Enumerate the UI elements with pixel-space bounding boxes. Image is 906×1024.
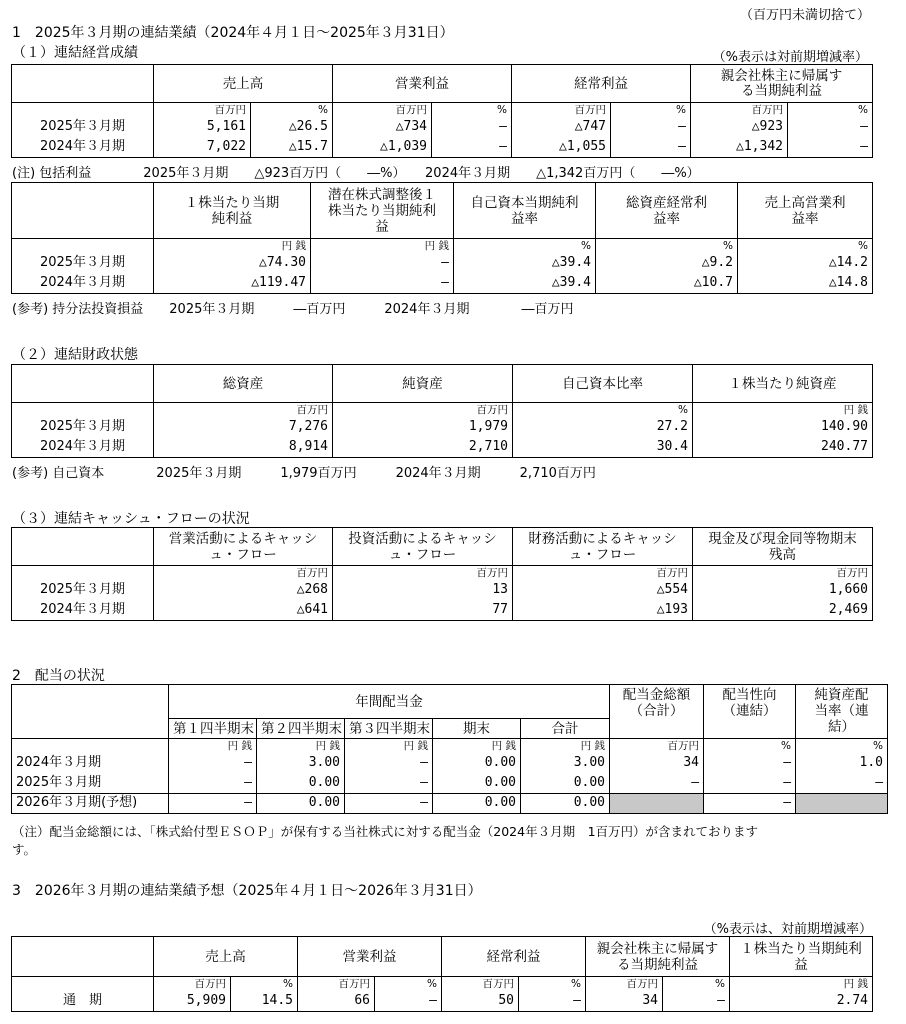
unit-cell: 百万円	[154, 977, 231, 992]
sub2-title: （２）連結財政状態	[12, 347, 138, 363]
data-cell: ―	[519, 991, 586, 1011]
unit-cell: %	[519, 977, 586, 992]
data-cell: 34	[610, 753, 704, 773]
unit-cell: %	[375, 977, 442, 992]
data-cell: 1,979	[333, 417, 513, 437]
data-cell: △39.4	[454, 273, 596, 293]
row-label: 2025年３月期	[12, 580, 154, 600]
data-cell: ―	[345, 753, 433, 773]
row-label: 2025年３月期	[12, 117, 154, 137]
data-cell: ―	[432, 117, 512, 137]
unit-cell: 百万円	[586, 977, 663, 992]
data-cell: △39.4	[454, 253, 596, 273]
unit-cell: %	[231, 977, 298, 992]
corner-cell	[12, 65, 154, 103]
unit-cell: 百万円	[154, 566, 333, 581]
unit-cell: %	[611, 103, 691, 118]
header-annual-dividend: 年間配当金	[169, 685, 610, 719]
header-q1: 第１四半期末	[169, 719, 257, 739]
unit-cell: %	[788, 103, 873, 118]
header-investing-cf: 投資活動によるキャッシュ・フロー	[333, 528, 513, 566]
data-cell: 240.77	[693, 437, 873, 457]
table-row	[12, 991, 873, 1011]
data-cell: △641	[154, 600, 333, 620]
header-operating-profit: 営業利益	[333, 65, 512, 103]
dividend-note: （注）配当金総額には、「株式給付型ＥＳＯＰ」が保有する当社株式に対する配当金（2024年３月期 1百万円）が含まれております	[12, 824, 759, 839]
data-cell: 0.00	[433, 793, 521, 813]
unit-cell: 百万円	[298, 977, 375, 992]
data-cell: 2.74	[730, 991, 873, 1011]
corner-cell	[12, 365, 154, 403]
unit-cell: 円 銭	[169, 739, 257, 754]
data-cell: ―	[345, 773, 433, 793]
data-cell: 0.00	[433, 773, 521, 793]
corner-cell	[12, 528, 154, 566]
row-label: 2024年３月期	[12, 437, 154, 457]
comprehensive-income-note: (注) 包括利益 2025年３月期 △923百万円（ ―%） 2024年３月期 △1,342百万円（ ―%）	[12, 166, 700, 181]
header-total-assets: 総資産	[154, 365, 333, 403]
row-label: 2024年３月期	[12, 600, 154, 620]
table-row	[12, 753, 888, 773]
data-cell: △268	[154, 580, 333, 600]
corner-cell	[12, 183, 154, 239]
header-eps: １株当たり当期純利益	[154, 183, 311, 239]
section3-title: 3 2026年３月期の連結業績予想（2025年４月１日～2026年３月31日）	[12, 883, 482, 899]
unit-cell: %	[663, 977, 730, 992]
header-q3: 第３四半期末	[345, 719, 433, 739]
unit-cell: %	[796, 739, 888, 754]
data-cell: △193	[513, 600, 693, 620]
data-cell: ―	[704, 753, 796, 773]
table-row	[12, 793, 888, 813]
header-cash-balance: 現金及び現金同等物期末残高	[693, 528, 873, 566]
header-total-dividend: 配当金総額（合計）	[610, 685, 704, 739]
unit-cell: %	[513, 403, 693, 418]
header-sales: 売上高	[154, 65, 333, 103]
data-cell: ―	[788, 137, 873, 157]
data-cell: △734	[333, 117, 432, 137]
sub3-title: （３）連結キャッシュ・フローの状況	[12, 511, 250, 527]
unit-cell: 百万円	[610, 739, 704, 754]
data-cell: 140.90	[693, 417, 873, 437]
unit-cell: 円 銭	[521, 739, 610, 754]
unit-cell: 百万円	[333, 566, 513, 581]
per-share-table	[11, 182, 873, 294]
data-cell: ―	[169, 773, 257, 793]
data-cell: △9.2	[596, 253, 738, 273]
table-row	[12, 580, 873, 600]
cash-flow-table	[11, 527, 873, 621]
row-label: 通 期	[12, 991, 154, 1011]
unit-cell: %	[704, 739, 796, 754]
unit-cell: %	[251, 103, 333, 118]
data-cell: 30.4	[513, 437, 693, 457]
header-sales: 売上高	[154, 937, 298, 977]
data-cell: ―	[432, 137, 512, 157]
data-cell: 0.00	[521, 793, 610, 813]
row-label: 2024年３月期	[12, 753, 169, 773]
data-cell: △26.5	[251, 117, 333, 137]
header-roa: 総資産経常利益率	[596, 183, 738, 239]
equity-method-note: (参考) 持分法投資損益 2025年３月期 ―百万円 2024年３月期 ―百万円	[12, 302, 574, 317]
header-doe: 純資産配当率（連結）	[796, 685, 888, 739]
data-cell: ―	[311, 273, 454, 293]
data-cell: △74.30	[154, 253, 311, 273]
unit-cell: 円 銭	[433, 739, 521, 754]
data-cell: 50	[442, 991, 519, 1011]
header-net-assets: 純資産	[333, 365, 513, 403]
data-cell: ―	[704, 773, 796, 793]
header-year-end: 期末	[433, 719, 521, 739]
section1-title: 1 2025年３月期の連結業績（2024年４月１日～2025年３月31日）	[12, 25, 454, 41]
data-cell: △554	[513, 580, 693, 600]
forecast-table	[11, 936, 873, 1012]
data-cell: △10.7	[596, 273, 738, 293]
data-cell: 2,710	[333, 437, 513, 457]
row-label: 2025年３月期	[12, 773, 169, 793]
header-equity-ratio: 自己資本比率	[513, 365, 693, 403]
unit-cell: 百万円	[442, 977, 519, 992]
unit-cell: 円 銭	[154, 239, 311, 254]
row-label: 2026年３月期(予想)	[12, 793, 169, 813]
unit-cell: 円 銭	[730, 977, 873, 992]
data-cell: ―	[704, 793, 796, 813]
table-row	[12, 117, 873, 137]
equity-capital-note: (参考) 自己資本 2025年３月期 1,979百万円 2024年３月期 2,710百万円	[12, 466, 596, 481]
sub1-title: （１）連結経営成績	[12, 45, 138, 61]
header-operating-cf: 営業活動によるキャッシュ・フロー	[154, 528, 333, 566]
header-operating-profit: 営業利益	[298, 937, 442, 977]
row-label: 2025年３月期	[12, 417, 154, 437]
header-net-profit: 親会社株主に帰属する当期純利益	[691, 65, 873, 103]
data-cell: ―	[663, 991, 730, 1011]
data-cell: 66	[298, 991, 375, 1011]
unit-cell: 百万円	[513, 566, 693, 581]
data-cell: 13	[333, 580, 513, 600]
unit-cell: %	[454, 239, 596, 254]
header-bps: １株当たり純資産	[693, 365, 873, 403]
corner-cell	[12, 685, 169, 739]
header-eps: １株当たり当期純利益	[730, 937, 873, 977]
data-cell: ―	[610, 773, 704, 793]
table-row	[12, 600, 873, 620]
header-payout-ratio: 配当性向（連結）	[704, 685, 796, 739]
header-financing-cf: 財務活動によるキャッシュ・フロー	[513, 528, 693, 566]
unit-note: （百万円未満切捨て）	[739, 8, 870, 23]
section2-title: 2 配当の状況	[12, 668, 105, 684]
operating-results-table	[11, 64, 873, 158]
unit-cell: 百万円	[693, 566, 873, 581]
header-net-profit: 親会社株主に帰属する当期純利益	[586, 937, 730, 977]
row-label: 2024年３月期	[12, 137, 154, 157]
data-cell: 0.00	[433, 753, 521, 773]
data-cell: 1.0	[796, 753, 888, 773]
data-cell: 14.5	[231, 991, 298, 1011]
unit-cell: 円 銭	[257, 739, 345, 754]
unit-cell: 円 銭	[311, 239, 454, 254]
data-cell: 7,022	[154, 137, 251, 157]
data-cell: ―	[345, 793, 433, 813]
unit-cell: 百万円	[512, 103, 611, 118]
header-diluted-eps: 潜在株式調整後１株当たり当期純利益	[311, 183, 454, 239]
section3-pct-note: （%表示は、対前期増減率）	[703, 922, 872, 937]
unit-cell: 百万円	[154, 403, 333, 418]
data-cell: ―	[611, 117, 691, 137]
unit-cell: 百万円	[333, 403, 513, 418]
table-row	[12, 253, 873, 273]
data-cell: △14.2	[738, 253, 873, 273]
financial-position-table	[11, 364, 873, 458]
data-cell: 0.00	[521, 773, 610, 793]
table-row	[12, 417, 873, 437]
data-cell: △14.8	[738, 273, 873, 293]
data-cell: 3.00	[521, 753, 610, 773]
table-row	[12, 137, 873, 157]
data-cell: 27.2	[513, 417, 693, 437]
data-cell: △119.47	[154, 273, 311, 293]
data-cell: ―	[611, 137, 691, 157]
unit-cell: 百万円	[333, 103, 432, 118]
header-ordinary-profit: 経常利益	[442, 937, 586, 977]
header-op-margin: 売上高営業利益率	[738, 183, 873, 239]
header-ordinary-profit: 経常利益	[512, 65, 691, 103]
data-cell: △1,039	[333, 137, 432, 157]
table-row	[12, 437, 873, 457]
header-q2: 第２四半期末	[257, 719, 345, 739]
data-cell: ―	[169, 753, 257, 773]
sub1-pct-note: （%表示は対前期増減率）	[712, 50, 868, 65]
unit-cell: %	[596, 239, 738, 254]
dividend-note-cont: す。	[12, 842, 37, 857]
unit-cell: 百万円	[691, 103, 788, 118]
data-cell: 0.00	[257, 793, 345, 813]
row-label: 2025年３月期	[12, 253, 154, 273]
data-cell: 34	[586, 991, 663, 1011]
data-cell: 3.00	[257, 753, 345, 773]
data-cell: 5,161	[154, 117, 251, 137]
unit-cell: 百万円	[154, 103, 251, 118]
row-label: 2024年３月期	[12, 273, 154, 293]
table-row	[12, 773, 888, 793]
shaded-cell	[610, 793, 704, 813]
data-cell: ―	[311, 253, 454, 273]
table-row	[12, 273, 873, 293]
data-cell: 77	[333, 600, 513, 620]
data-cell: △15.7	[251, 137, 333, 157]
unit-cell: %	[432, 103, 512, 118]
shaded-cell	[796, 793, 888, 813]
data-cell: △1,055	[512, 137, 611, 157]
data-cell: 7,276	[154, 417, 333, 437]
data-cell: △1,342	[691, 137, 788, 157]
data-cell: 2,469	[693, 600, 873, 620]
dividend-table	[11, 684, 888, 814]
data-cell: ―	[796, 773, 888, 793]
unit-cell: 円 銭	[693, 403, 873, 418]
data-cell: ―	[375, 991, 442, 1011]
data-cell: ―	[169, 793, 257, 813]
data-cell: 5,909	[154, 991, 231, 1011]
header-total: 合計	[521, 719, 610, 739]
corner-cell	[12, 937, 154, 977]
data-cell: △923	[691, 117, 788, 137]
data-cell: △747	[512, 117, 611, 137]
unit-cell: %	[738, 239, 873, 254]
data-cell: 0.00	[257, 773, 345, 793]
unit-cell: 円 銭	[345, 739, 433, 754]
data-cell: 1,660	[693, 580, 873, 600]
data-cell: 8,914	[154, 437, 333, 457]
header-roe: 自己資本当期純利益率	[454, 183, 596, 239]
data-cell: ―	[788, 117, 873, 137]
